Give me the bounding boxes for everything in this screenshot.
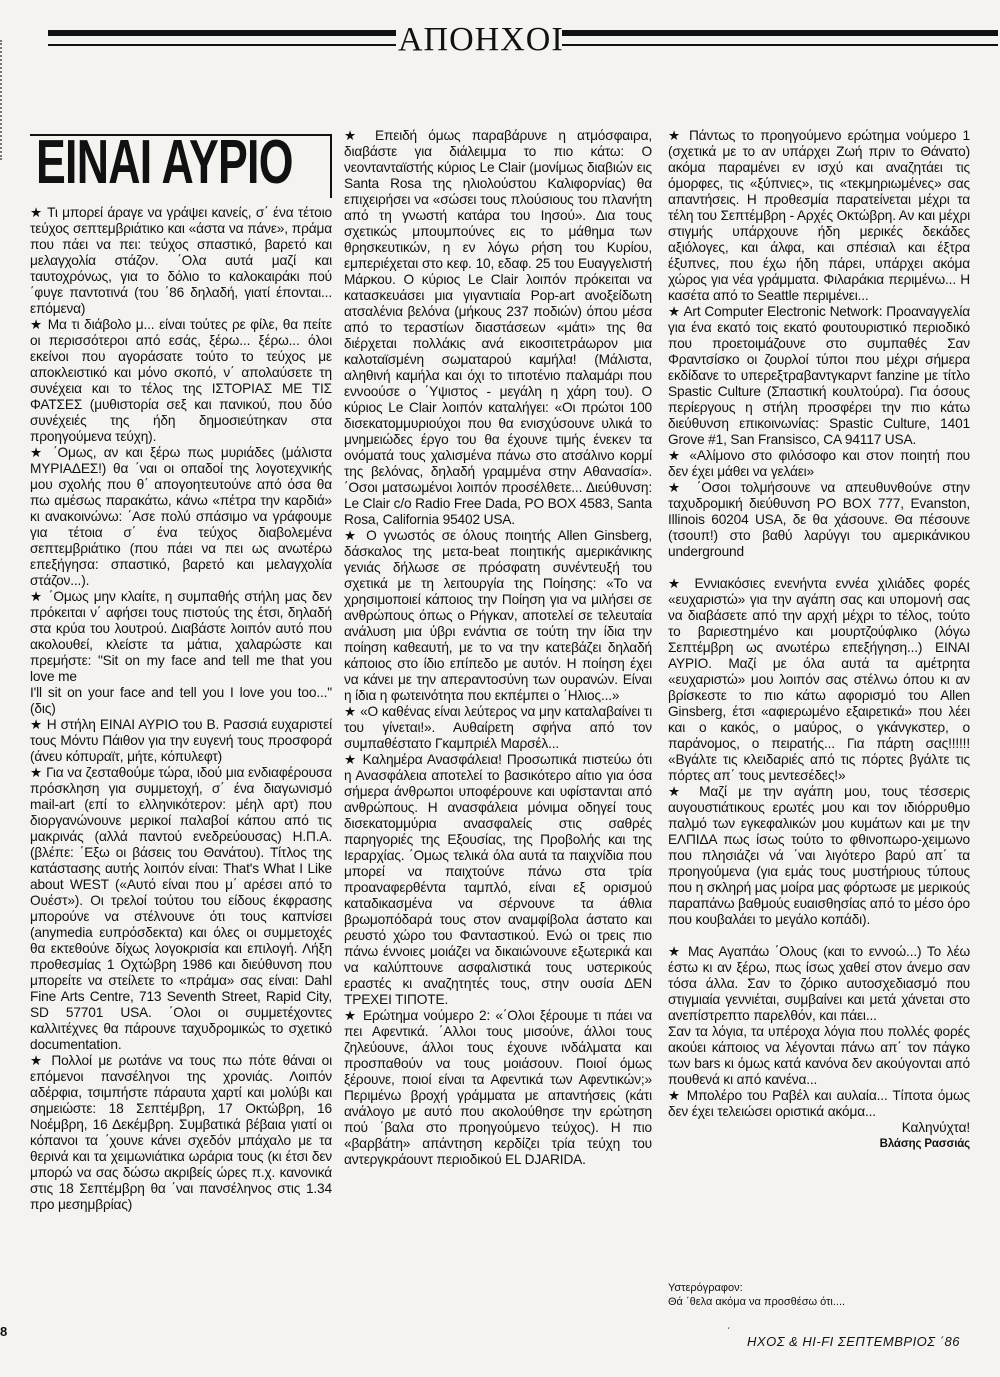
paragraph: ★ ΄Οσοι τολμήσουνε να απευθυνθούνε στην ταχυδρομική διεύθυνση PO BOX 777, Evanston, Illinois 60204 USA, δε θα χάσουνε. Θα πέσουνε (τσουπ!) στο βαθύ λαρύγγι του αμερικάνικου underground [668, 480, 970, 559]
author-signature: Βλάσης Ρασσιάς [879, 1138, 970, 1150]
postscript [668, 1281, 970, 1309]
paragraph: Σαν τα λόγια, τα υπέροχα λόγια που πολλές φορές ακούει κάποιος να λέγονται πάνω απ΄ τον πάγκο των bars κι όμως κατά κανόνα δεν ακούγονται από πουθενά κι από κανένα... [668, 1024, 970, 1087]
header-rule-right [562, 30, 998, 46]
column-1 [30, 205, 332, 1213]
paragraph: ★ Εννιακόσιες ενενήντα εννέα χιλιάδες φορές «ευχαριστώ» για την αγάπη σας και υπομονή σας να διαβάσετε από την αρχή μέχρι το τέλος, τούτο το βαριεστημένο και μουρτζούφλικο (λόγω Σεπτέμβρη ως ανωτέρω επεξήγηση...) ΕΙΝΑΙ ΑΥΡΙΟ. Μαζί με όλα αυτά τα αμέτρητα «ευχαριστώ» μου λοιπόν σας στέλνω όπου κι αν βρίσκεστε το πιο κάτω αφορισμό του Allen Ginsberg, έτσι «αφιερωμένο εξαιρετικά» που λέει και ο κακός, ο μαύρος, ο γκάνγκστερ, ο παράνομος, ο πειρατής... Για πάρτη σας!!!!!! «Βγάλτε τις κλειδαριές από τις πόρτες βγάλτε τις πόρτες απ΄ τους μεντεσέδες!» [668, 576, 970, 783]
paragraph: ★ Ερώτημα νούμερο 2: «΄Ολοι ξέρουμε τι πάει να πει Αφεντικά. ΄Αλλοι τους μισούνε, άλλοι τους ζηλεύουνε, άλλοι τους έχουνε ινδάλματα και προσπαθούν να τους μοιάσουν. Ποιοί όμως ξέρουνε, ποιοί είναι τα Αφεντικά των Αφεντικών;» Περιμένω βροχή γράμματα με απαντήσεις (κάτι ανάλογο με αυτό που ακολούθησε την ερώτηση πού ΄βαλα στο προηγούμενο τεύχος). Η πιο «βαρβάτη» απάντηση κερδίζει τρία τεύχη του αντεργκράουντ περιοδικού EL DJARIDA. [344, 1008, 652, 1167]
paragraph: ★ Μπολέρο του Ραβέλ και αυλαία... Τίποτα όμως δεν έχει τελειώσει οριστικά ακόμα... [668, 1088, 970, 1119]
paragraph: ★ Για να ζεσταθούμε τώρα, ιδού μια ενδιαφέρουσα πρόσκληση για συμμετοχή, σ΄ ένα διαγωνισμό mail-art (επί το ελληνικότερον: μέηλ αρτ) που διοργανώνουνε μερικοί παλαβοί κάπου από τις μακρινάς (αλλά παντού ενεδρεύουσας) Η.Π.Α. (βλέπε: ΄Εξω οι βάσεις του Θανάτου). Τίτλος της κατάστασης αυτής λοιπόν είναι: That's What I Like about WEST («Αυτό είναι που μ΄ αρέσει από το Ουέστ»). Οι τρελοί τούτου του είδους έκφρασης μπορούνε να στέλνουνε ότι τους καπνίσει (anymedia ευπρόσδεκτα) και όλες οι συμμετοχές θα εκτεθούνε δίχως λογοκρισία και επιλογή. Λήξη προθεσμίας 1 Οχτώβρη 1986 και διεύθυνση που μπορείτε να στείλετε το «πράμα» σας είναι: Dahl Fine Arts Centre, 713 Seventh Street, Rapid City, SD 57701 USA. ΄Ολοι οι συμμετέχοντες καλλιτέχνες θα πάρουνε ταχυδρομικώς το σχετικό documentation. [30, 765, 332, 1052]
column-3 [668, 128, 970, 1152]
paragraph: ★ «Αλίμονο στο φιλόσοφο και στον ποιητή που δεν έχει μάθει να γελάει» [668, 448, 970, 479]
paragraph: ★ Μαζί με την αγάπη μου, τους τέσσερις αυγουστιάτικους ερωτές μου και τον ιδιόρρυθμο παλμό των εγκεφαλικών μου κυμάτων και με την ΕΛΠΙΔΑ πως ίσως τούτο το φθινοπωρο-χειμωνο που πλησιάζει νά ΄ναι λιγότερο βαρύ απ΄ τα προηγούμενα (για εμάς τους μυστήριους τύπους που η σκληρή μας μοίρα μας φόρτωσε με μερικούς παραπάνω βαθμούς ευαισθησίας από το μέσο όρο που κουβαλάει το μεγάλο κοπάδι). [668, 784, 970, 927]
paragraph: ★ Μας Αγαπάω ΄Ολους (και το εννοώ...) Το λέω έστω κι αν ξέρω, πως ίσως χαθεί στον άνεμο σαν τόσα άλλα. Σαν το ζόρικο αυτοσχεδιασμό που στιγμιαία γεννιέται, συμβαίνει και μετά χάνεται στο ανεπίστρεπτο παρελθόν, και πάει... [668, 944, 970, 1023]
paragraph: I'll sit on your face and tell you I love you too..." (δις) [30, 685, 332, 716]
signoff: Καληνύχτα! [901, 1120, 970, 1135]
paragraph: ★ Μα τι διάβολο μ... είναι τούτες ρε φίλε, θα πείτε οι περισσότεροι από εσάς, ξέρω... ξέρω... όλοι εκείνοι που αγοράσατε τούτο το τεύχος με αποκλειστικό και μόνο σκοπό, ν΄ απολαύσετε τη συνέχεια και το τέλος της ΙΣΤΟΡΙΑΣ ΜΕ ΤΙΣ ΦΑΤΣΕΣ (μυθιστορία σεξ και πανικού, που δύο συνέχειές της ήδη δημοσιεύτηκαν στα προηγούμενα τεύχη). [30, 317, 332, 444]
article-title: ΕΙΝΑΙ ΑΥΡΙΟ [36, 128, 293, 197]
paragraph: ★ «Ο καθένας είναι λεύτερος να μην καταλαβαίνει τι του γίνεται!». Αυθαίρετη σφήνα από τον συμπαθέστατο Γκαμπριέλ Μαρσέλ... [344, 704, 652, 751]
page-number: 8 [0, 1324, 8, 1339]
paragraph: ★ Ο γνωστός σε όλους ποιητής Allen Ginsberg, δάσκαλος της μετα-beat ποιητικής αμερικάνικης γενιάς δήλωσε σε πρόσφατη συνέντευξή του σχετικά με τη λειτουργία της Ποίησης: «Το να χρησιμοποιεί κάποιος την Ποίηση για να μιλήσει σε ανθρώπους όπως ο Ρήγκαν, αποτελεί σε τελευταία ανάλυση μια ύβρι ενάντια σε τούτη την ίδια την ποίηση καθεαυτή, με το να την κατεβάζει δηλαδή κάποιος στο ίδιο επίπεδο με αυτόν. Η ποίηση έχει να κάνει με την απεραντοσύνη των ουρανών. Είναι η ίδια η φωτεινότητα που εκπέμπει ο ΄Ηλιος...» [344, 528, 652, 703]
footer-mark: ΄ [727, 1327, 731, 1338]
paragraph: ★ Καλημέρα Ανασφάλεια! Προσωπικά πιστεύω ότι η Ανασφάλεια αποτελεί το βασικότερο αίτιο για όσα σήμερα άνθρωποι υποφέρουνε και υφίστανται από ανθρώπους. Η ανασφάλεια μόνιμα οδηγεί τους δισεκατομμύρια ανασφαλείς στις σαθρές παρηγοριές της Εξουσίας, της Προβολής και της Ιεραρχίας. ΄Ομως τελικά όλα αυτά τα παιχνίδια που μπορεί να παιχτούνε πάνω στα τρία προαναφερθέντα ταμπλό, είναι εξ ορισμού καταδικασμένα να σέρνουνε τα άθλια βρωμοπόδαρά τους στον αναμφίβολα άστατο και ρευστό χώρο του Φανταστικού. Ενώ οι τρεις πιο πάνω έννοιες μοιάζει να δικαιώνουνε εξωτερικά και να καλύπτουνε ασφαλιστικά τους υστερικούς εραστές κι αναζητητές τους, στην ουσία ΔΕΝ ΤΡΕΧΕΙ ΤΙΠΟΤΕ. [344, 752, 652, 1007]
postscript-label: Υστερόγραφον: [668, 1282, 743, 1294]
magazine-footer: ΗΧΟΣ & HI-FI ΣΕΠΤΕΜΒΡΙΟΣ ΄86 [747, 1334, 960, 1349]
postscript-text: Θά ΄θελα ακόμα να προσθέσω ότι.... [668, 1296, 846, 1308]
paragraph: ★ Επειδή όμως παραβάρυνε η ατμόσφαιρα, διαβάστε για διάλειμμα το πιο κάτω: Ο νεοντανταϊστής κύριος Le Clair (μονίμως διαβιών εις Santa Rosa της ηλιολούστου Καλιφορνίας) θα επιχειρήσει να «σώσει τους πλούσιους του πλανήτη από τη γνωστή κατάρα του Ιησού». Δια τους σχετικώς μπουμπούνες εις το μάθημα των θρησκευτικών, η εν λόγω ρήση του Κυρίου, εμπεριέχεται στο κεφ. 10, εδαφ. 25 του Ευαγγελιστή Μάρκου. Ο κύριος Le Clair λοιπόν πρόκειται να κατασκευάσει μια γιγαντιαία Pop-art ανοξείδωτη ατσαλένια βελόνα (μήκους 237 ποδιών) όπου μέσα από το τεραστίων διαστάσεων «μάτι» της θα διέρχεται πολλάκις ανά εικοσιτετράωρον μια καλοταϊσμένη σωματαρού καμήλα! (Μάλιστα, αληθινή καμήλα και όχι το τιποτένιο παλαμάρι που εννοούσε ο ΄Υψιστος - μεγάλη η χάρη του). Ο κύριος Le Clair λοιπόν καταλήγει: «Οι πρώτοι 100 δισεκατομμυριούχοι που θα ενισχύσουνε υλικά το μνημειώδες έργο του θα έχουνε τιμής ένεκεν τα ονόματά τους χαλισμένα πάνω στο ατσάλινο κορμί της βελόνας, δηλαδή γραμμένα στην Αθανασία». ΄Οσοι ματσωμένοι λοιπόν προσέλθετε... Διεύθυνση: Le Clair c/o Radio Free Dada, PO BOX 4583, Santa Rosa, California 95402 USA. [344, 128, 652, 527]
paragraph: ★ Τι μπορεί άραγε να γράψει κανείς, σ΄ ένα τέτοιο τεύχος σεπτεμβριάτικο και «άστα να πάνε», πράμα που πάει να πει: τεύχος σπαστικό, βαρετό και μελαγχολία στάζον. ΄Ολα αυτά μαζί και ταυτοχρόνως, για το δόλιο το καλοκαιράκι πού ΄φυγε παντοτινά (του ΄86 δηλαδή, γιατί έπονται... επόμενα) [30, 205, 332, 316]
paragraph: ★ ΄Ομως μην κλαίτε, η συμπαθής στήλη μας δεν πρόκειται ν΄ αφήσει τους πιστούς της έτσι, δηλαδή στα κρύα του λουτρού. Διαβάστε λοιπόν αυτό που ακολουθεί, κλείστε τα μάτια, χαλαρώστε και πρεμήστε: "Sit on my face and tell me that you love me [30, 589, 332, 684]
scan-edge-marks [0, 40, 7, 160]
paragraph: ★ Πάντως το προηγούμενο ερώτημα νούμερο 1 (σχετικά με το αν υπάρχει Ζωή πριν το Θάνατο) ακόμα παραμένει εν ισχύ και αναζητάει τις όμορφες, τις «ξύπνιες», τις «τεκμηριωμένες» σας απαντήσεις. Η προθεσμία παρατείνεται μέχρι τα τέλη του Σεπτέμβρη - Αρχές Οκτώβρη. Αν και μέχρι στιγμής υπάρχουνε ήδη μερικές δεκάδες αξιόλογες, και άλφα, και σπέσιαλ και έξτρα έξυπνες, που έχω ήδη πάρει, υπάρχει ακόμα χώρος για νέα γράμματα. Φιλαράκια περιμένω... Η κασέτα από το Seattle περιμένει... [668, 128, 970, 303]
paragraph: ★ Πολλοί με ρωτάνε να τους πω πότε θάναι οι επόμενοι πανσέληνοι της χρονιάς. Λοιπόν αδέρφια, τσιμπήστε πάραυτα χαρτί και μολύβι και σημειώστε: 18 Σεπτέμβρη, 17 Οκτώβρη, 16 Νοέμβρη, 16 Δεκέμβρη. Συμβατικά βέβαια γιατί οι κόπανοι τα ΄χουνε κάνει σχεδόν μπάχαλο με τα θερινά και τα χειμωνιάτικα ωράρια τους (κι έτσι δεν μπορώ να σας δώσω ακριβείς ώρες π.χ. κανονικά στις 18 Σεπτέμβρη θα ΄ναι πανσέληνος στις 1.34 προ μεσημβρίας) [30, 1053, 332, 1212]
column-2 [344, 128, 652, 1168]
paragraph: ★ ΄Ομως, αν και ξέρω πως μυριάδες (μάλιστα ΜΥΡΙΑΔΕΣ!) θα ΄ναι οι οπαδοί της λογοτεχνικής μου σχολής που θ΄ απογοητευτούνε από όσα θα πω αμέσως παρακάτω, κάνω «πέτρα την καρδιά» κι ανακοινώνω: ΄Ασε πολύ σπάσιμο να γράφουμε για τέτοια σ΄ ένα τεύχος διαβολεμένα σεπτεμβριάτικο (που πάει να πει ως ανωτέρω επεξήγησα: σπαστικό, βαρετό και μελαγχολία στάζον...). [30, 445, 332, 588]
header-rule-left [48, 30, 396, 46]
paragraph: ★ Η στήλη ΕΙΝΑΙ ΑΥΡΙΟ του Β. Ρασσιά ευχαριστεί τους Μόντυ Πάιθον για την ευγενή τους προσφορά (άνευ κόπυραϊτ, μήτε, κόπυλεφτ) [30, 717, 332, 764]
paragraph: ★ Art Computer Electronic Network: Προαναγγελία για ένα εκατό τοις εκατό φουτουριστικό περιοδικό που προετοιμάζουνε στο συμπαθές Σαν Φραντσίσκο οι ζουρλοί τύποι που μέχρι σήμερα εκδίδανε το υπερεξτραβαντγκαρντ fanzine με τίτλο Spastic Culture (Σπαστική κουλτούρα). Για όσους περίεργους η στήλη προσφέρει την πιο κάτω διεύθυνση επικοινωνίας: Spastic Culture, 1401 Grove #1, San Fransisco, CA 94117 USA. [668, 304, 970, 447]
section-title: ΑΠΟΗΧΟΙ [398, 21, 564, 58]
